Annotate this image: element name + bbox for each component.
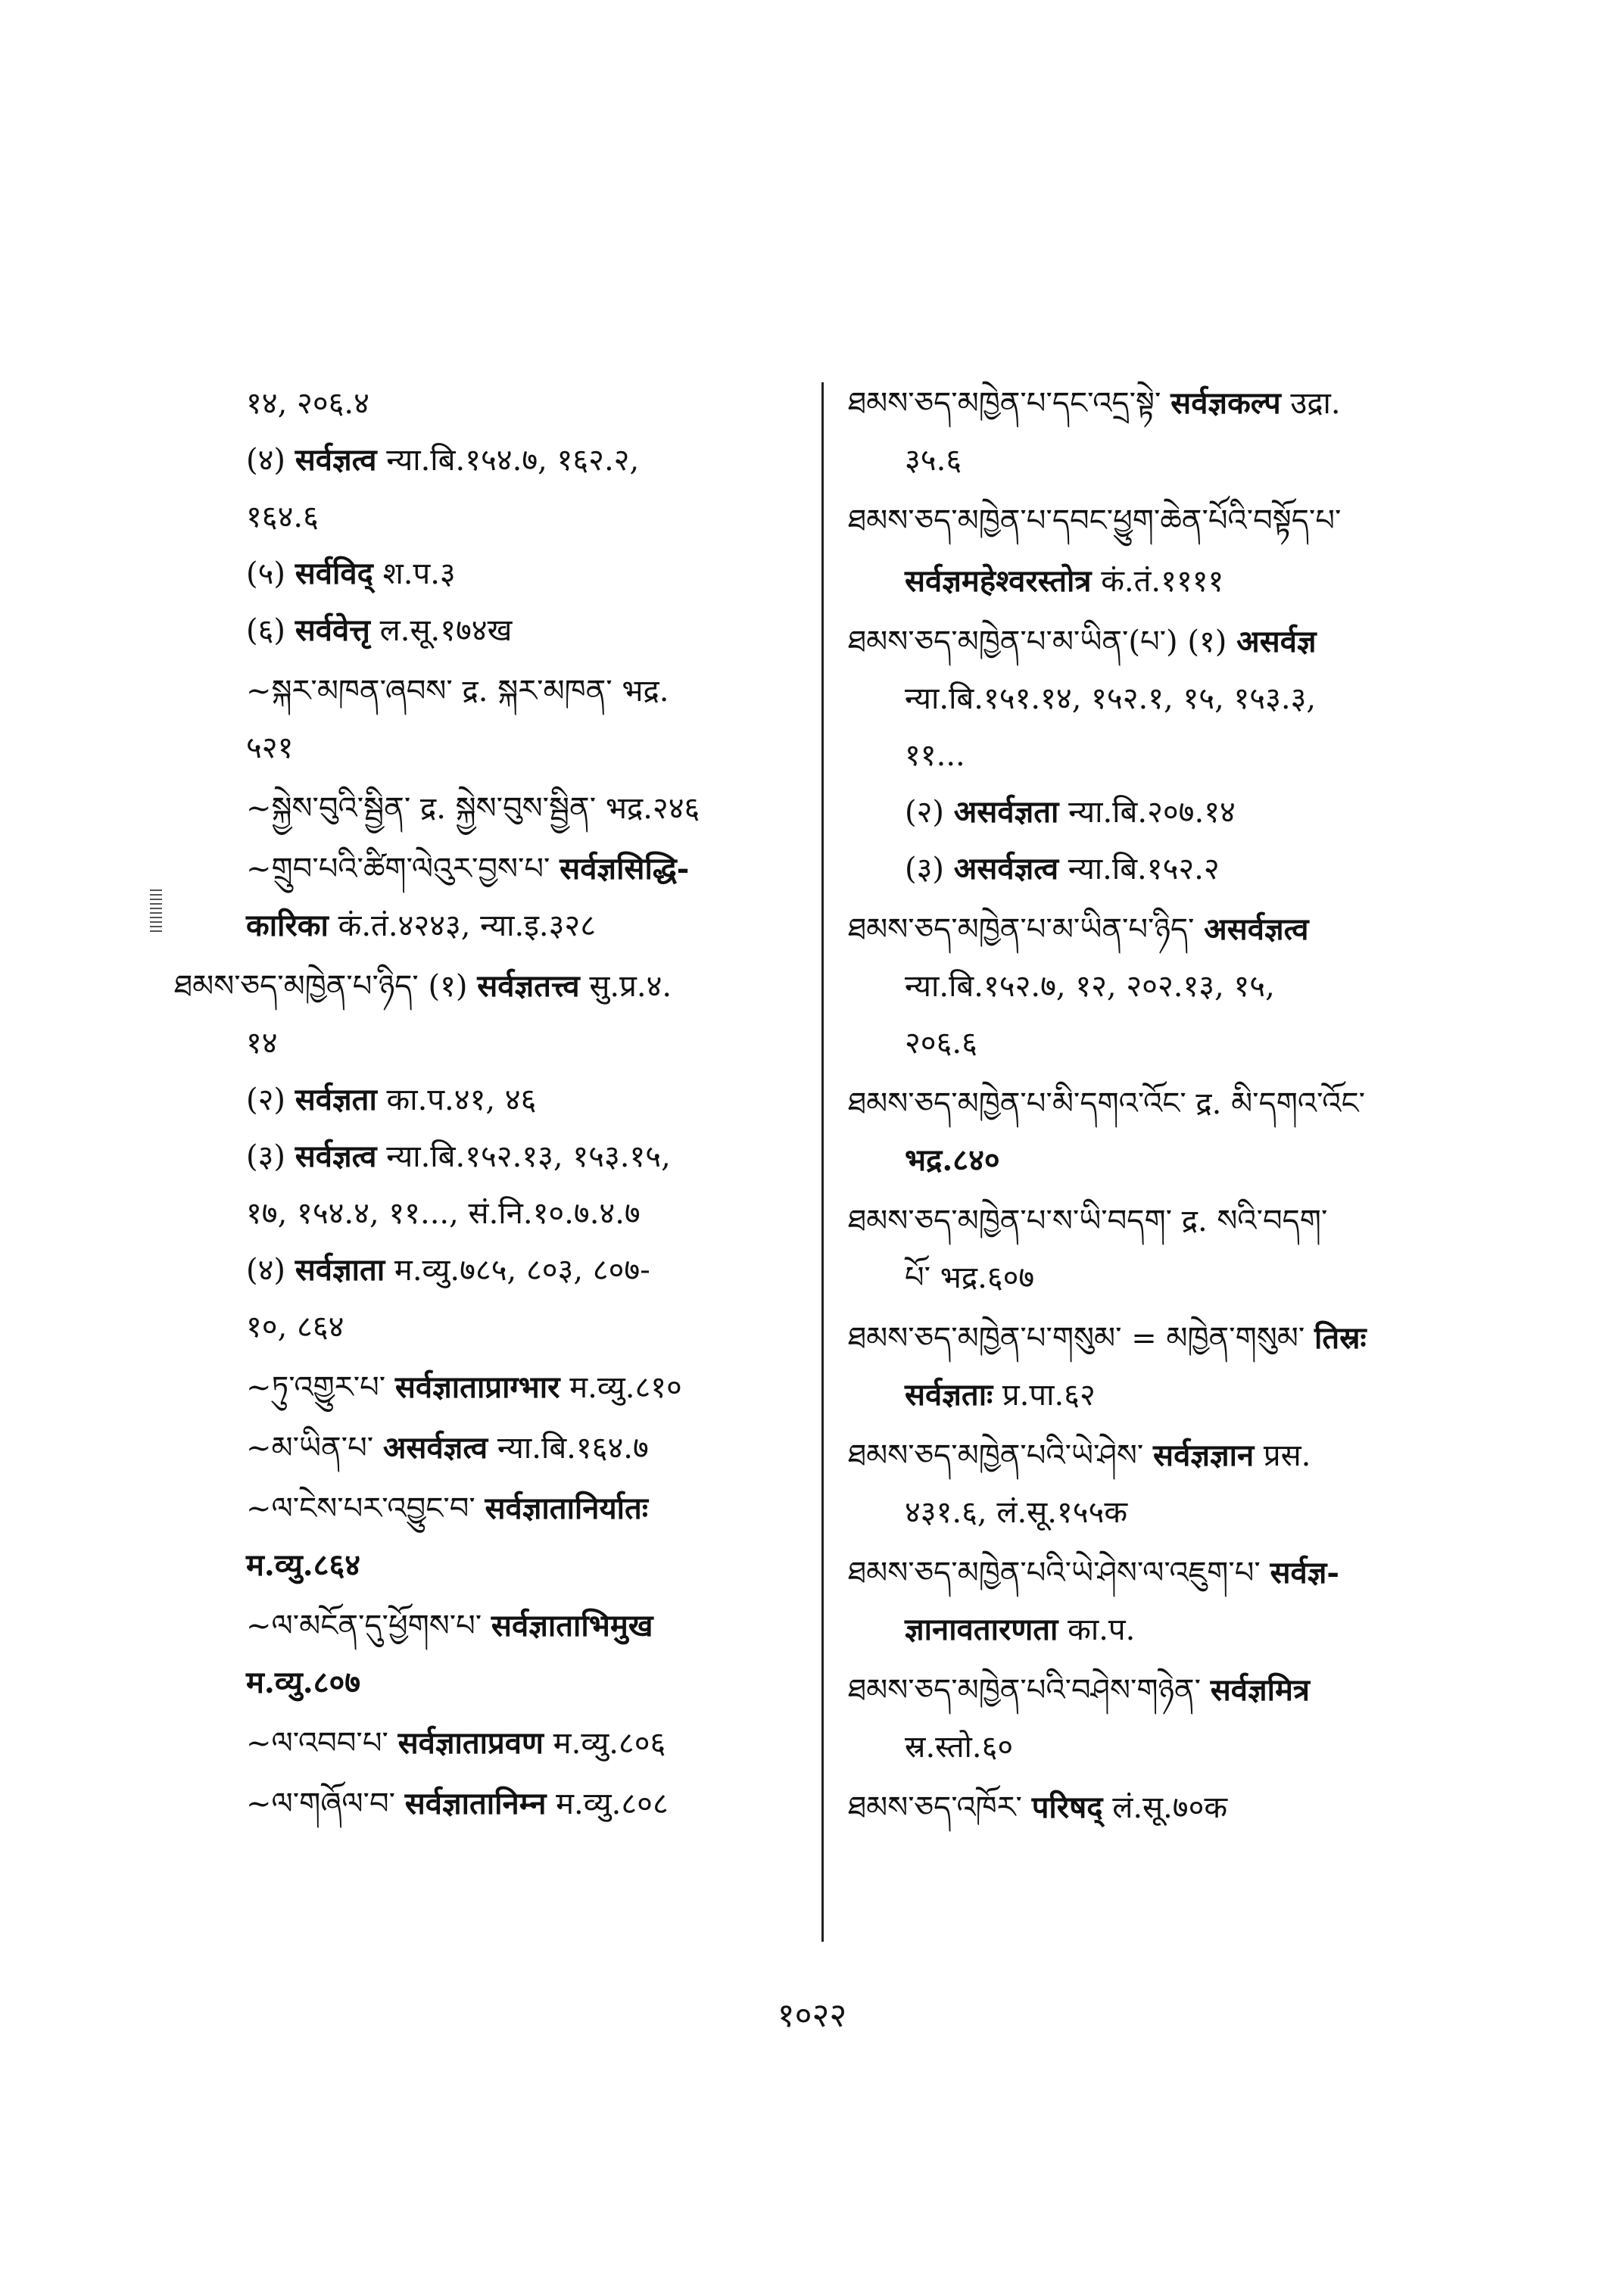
sanskrit-term: सर्वविद् <box>295 556 373 591</box>
entry-text: म.व्यु.७८५, ८०३, ८०७- <box>385 1253 650 1288</box>
entry-line <box>174 965 672 1008</box>
entry-text: ११... <box>905 738 965 773</box>
entry-text: པོ་ भद्र.६०७ <box>905 1260 1035 1295</box>
entry-line <box>905 678 1316 720</box>
entry-line <box>905 1139 1000 1182</box>
entry-text: ཐམས་ཅད་མཁྱེན་པ་ས་ཡི་བདག་ द्र. སའི་བདག་ <box>848 1204 1328 1238</box>
entry-line <box>246 1079 536 1121</box>
entry-line <box>905 1609 1135 1651</box>
entry-text: १७, १५४.४, ११..., सं.नि.१०.७.४.७ <box>246 1196 641 1231</box>
entry-text: ~མ་ཡིན་པ་ <box>246 1431 383 1466</box>
entry-text: ཐམས་ཅད་མཁྱེན་པ་མ་ཡིན་(པ་) (१) <box>848 625 1237 659</box>
entry-text: (२) <box>905 795 954 830</box>
entry-text: लं.सू.७०क <box>1102 1790 1228 1825</box>
entry-line <box>246 553 456 595</box>
entry-line <box>905 965 1275 1008</box>
entry-line <box>246 439 639 481</box>
entry-line <box>848 382 1341 425</box>
entry-line <box>246 1249 650 1291</box>
entry-text: न्या.बि.१५१.१४, १५२.१, १५, १५३.३, <box>905 681 1317 716</box>
entry-text: सु.प्र.४. <box>579 969 672 1004</box>
sanskrit-term: असर्वज्ञत्व <box>953 851 1059 886</box>
sanskrit-term: सर्ववेत्तृ <box>295 612 370 648</box>
entry-text: ~ཏུ་འགྱུར་པ་ <box>246 1370 395 1405</box>
entry-text: म.व्यु.८०८ <box>546 1787 669 1821</box>
entry-line <box>848 1435 1311 1477</box>
sanskrit-term: परिषद् <box>1031 1790 1103 1825</box>
entry-line <box>905 791 1236 833</box>
entry-line <box>848 621 1317 663</box>
entry-text: (२) <box>246 1083 295 1117</box>
entry-line <box>905 1726 1013 1768</box>
entry-line <box>246 1366 682 1409</box>
column-divider <box>821 382 824 1942</box>
entry-line <box>246 609 512 652</box>
sanskrit-term: सर्वज्ञतत्त्व <box>477 968 580 1004</box>
entry-text: कं.तं.४२४३, न्या.इ.३२८ <box>328 908 597 943</box>
sanskrit-term: म.व्यु.८६४ <box>246 1547 361 1583</box>
entry-line <box>246 1544 360 1587</box>
entry-line <box>246 1783 669 1825</box>
entry-text: ~སྐྱེས་བུའི་སྦྱིན་ द्र. སྐྱེས་བུས་སྦྱིན་ भद्र.२४६ <box>246 791 700 826</box>
sanskrit-term: सर्वज्ञत्व <box>295 1139 377 1174</box>
entry-text: ~ལ་མངོན་དུ་ཕྱོགས་པ་ <box>246 1609 491 1643</box>
sanskrit-term: तिस्रः <box>1314 1320 1367 1356</box>
entry-text: न्या.बि.१६४.७ <box>488 1431 649 1466</box>
margin-mark <box>150 889 162 935</box>
entry-text: ~སྐར་མཁན་ཞབས་ द्र. སྐར་མཁན་ भद्र. <box>246 674 669 709</box>
entry-line <box>905 1491 1127 1534</box>
sanskrit-term: सर्वज्ञता <box>295 1082 377 1117</box>
entry-text: ཐམས་ཅད་མཁྱེན་པ་དང་འདྲ་སྟེ་ <box>848 386 1171 421</box>
entry-line <box>905 848 1220 890</box>
entry-text: ~ལ་གཞོལ་བ་ <box>246 1787 405 1821</box>
entry-text: न्या.बि.१५४.७, १६२.२, <box>376 443 640 478</box>
entry-text: न्या.बि.१५२.२ <box>1058 852 1220 886</box>
entry-line <box>848 500 1341 542</box>
sanskrit-term: सर्वज्ञज्ञान <box>1153 1438 1255 1473</box>
entry-text: म.व्यु.८१० <box>560 1370 682 1405</box>
entry-text: ཐམས་ཅད་མཁྱེན་པ་གསུམ་ = མཁྱེན་གསུམ་ <box>848 1321 1314 1356</box>
entry-text: न्या.बि.२०७.१४ <box>1058 795 1236 830</box>
entry-text: कं.तं.११११ <box>1091 564 1224 599</box>
sanskrit-term: सर्वज्ञाताप्रवण <box>397 1725 544 1761</box>
entry-text: न्या.बि.१५२.७, १२, २०२.१३, १५, <box>905 969 1275 1004</box>
entry-text: (५) <box>246 556 295 591</box>
entry-text: न्या.बि.१५२.१३, १५३.१५, <box>376 1139 671 1174</box>
entry-text: म.व्यु.८०६ <box>543 1726 666 1761</box>
entry-text: ल.सू.१७४ख <box>369 613 513 648</box>
sanskrit-term: सर्वज्ञातानिम्न <box>404 1786 547 1821</box>
sanskrit-term: सर्वज्ञाताप्राग्भार <box>394 1369 560 1405</box>
sanskrit-term: सर्वज्ञमित्र <box>1210 1672 1310 1708</box>
entry-text: (३) <box>246 1139 295 1174</box>
sanskrit-term: भद्र.८४० <box>905 1142 1000 1178</box>
sanskrit-term: सर्वज्ञकल्प <box>1170 385 1281 421</box>
sanskrit-term: सर्वज्ञमहेश्वरस्तोत्र <box>905 563 1092 599</box>
entry-text: प्रस. <box>1254 1438 1311 1473</box>
entry-line <box>246 1022 278 1064</box>
entry-line <box>246 1192 641 1235</box>
entry-text: ~ལ་ངེས་པར་འབྱུང་བ་ <box>246 1491 485 1526</box>
entry-line <box>905 1022 977 1064</box>
entry-line <box>848 1552 1339 1594</box>
entry-line <box>848 1787 1227 1829</box>
entry-text: ཐམས་ཅད་མཁྱེན་པ་ཉིད་ (१) <box>174 969 478 1004</box>
sanskrit-term: सर्वज्ञताः <box>905 1377 993 1413</box>
entry-line <box>246 496 319 538</box>
entry-line <box>246 905 596 947</box>
entry-text: उद्रा. <box>1280 386 1341 421</box>
entry-text: (३) <box>905 852 954 886</box>
entry-line <box>848 1317 1367 1360</box>
entry-text: प्र.पा.६२ <box>993 1378 1096 1413</box>
sanskrit-term: सर्वज्ञत्व <box>295 442 377 478</box>
entry-text: ~ལ་འབབ་པ་ <box>246 1726 398 1761</box>
sanskrit-term: कारिका <box>246 908 329 943</box>
entry-line <box>905 560 1223 603</box>
entry-text: २०६.६ <box>905 1026 977 1061</box>
entry-line <box>246 787 700 830</box>
entry-text: ~གྲུབ་པའི་ཚིག་ལེའུར་བྱས་པ་ <box>246 852 560 886</box>
entry-line <box>246 1427 649 1469</box>
entry-line <box>905 439 962 481</box>
entry-text: १०, ८६४ <box>246 1310 344 1344</box>
entry-line <box>246 1488 648 1530</box>
entry-line <box>246 382 369 425</box>
entry-text: १६४.६ <box>246 500 319 534</box>
page-number: १०२२ <box>777 1996 847 2035</box>
entry-text: (४) <box>246 1253 295 1288</box>
entry-line <box>848 908 1308 951</box>
entry-line <box>246 1722 665 1765</box>
sanskrit-term: असर्वज्ञ <box>1236 624 1317 659</box>
entry-text: (६) <box>246 613 295 648</box>
entry-text: ཐམས་ཅད་མཁྱེན་པ་མ་ཡིན་པ་ཉིད་ <box>848 912 1205 947</box>
entry-text: ཐམས་ཅད་མཁྱེན་པ་མི་དགའ་འོང་ द्र. མི་དགའ་འོང་ <box>848 1086 1365 1121</box>
entry-text: स्र.स्तो.६० <box>905 1730 1014 1765</box>
sanskrit-term: असर्वज्ञत्व <box>382 1430 488 1466</box>
sanskrit-term: म.व्यु.८०७ <box>246 1665 361 1700</box>
sanskrit-term: असर्वज्ञत्व <box>1204 911 1309 947</box>
entry-text: श.प.३ <box>372 556 456 591</box>
entry-text: ५२१ <box>246 731 294 765</box>
entry-text: ཐམས་ཅད་མཁྱེན་པ་དབང་ཕྱུག་ཆེན་པོའི་བསྟོད་པ་ <box>848 503 1342 538</box>
entry-line <box>246 1306 344 1348</box>
entry-line <box>246 848 689 890</box>
entry-line <box>905 1374 1096 1416</box>
entry-text: ཐམས་ཅད་མཁྱེན་པའི་ཡེ་ཤེས་ལ་འཇུག་པ་ <box>848 1556 1270 1590</box>
entry-line <box>905 1257 1034 1299</box>
entry-line <box>246 1662 360 1704</box>
sanskrit-term: सर्वज्ञाता <box>295 1252 385 1288</box>
entry-line <box>905 734 965 777</box>
entry-text: ཐམས་ཅད་མཁྱེན་པའི་བཤེས་གཉེན་ <box>848 1673 1211 1708</box>
sanskrit-term: सर्वज्ञातानिर्यातः <box>485 1491 648 1526</box>
entry-line <box>246 1605 653 1647</box>
entry-text: का.प. <box>1058 1612 1136 1647</box>
entry-line <box>246 727 293 769</box>
entry-text: ཐམས་ཅད་མཁྱེན་པའི་ཡེ་ཤེས་ <box>848 1438 1154 1473</box>
entry-text: ३५.६ <box>905 443 962 478</box>
sanskrit-term: सर्वज्ञाताभिमुख <box>491 1608 653 1643</box>
entry-line <box>848 1083 1365 1125</box>
entry-line <box>246 670 669 712</box>
entry-line <box>848 1200 1327 1242</box>
entry-text: १४ <box>246 1026 278 1061</box>
sanskrit-term: सर्वज्ञ- <box>1270 1555 1340 1590</box>
entry-text: का.प.४१, ४६ <box>376 1083 537 1117</box>
entry-text: १४, २०६.४ <box>246 386 369 421</box>
sanskrit-term: असर्वज्ञता <box>953 794 1059 830</box>
entry-line <box>246 1136 671 1178</box>
entry-text: ४३१.६, लं.सू.१५५क <box>905 1495 1128 1530</box>
sanskrit-term: सर्वज्ञसिद्धि- <box>560 851 690 886</box>
entry-line <box>848 1669 1310 1712</box>
entry-text: (४) <box>246 443 295 478</box>
sanskrit-term: ज्ञानावतारणता <box>905 1612 1058 1647</box>
entry-text: ཐམས་ཅད་འཁོར་ <box>848 1790 1032 1825</box>
